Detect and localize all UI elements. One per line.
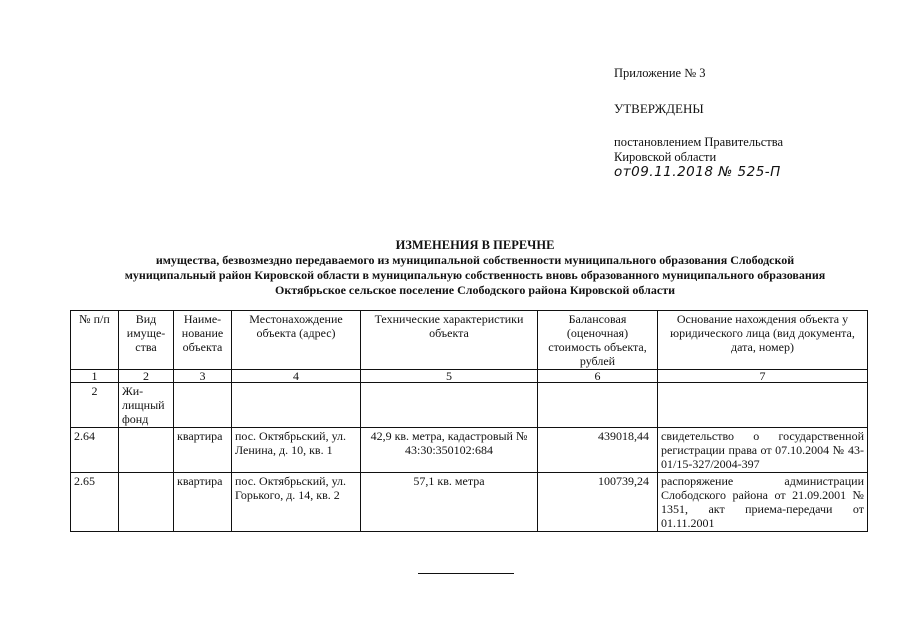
column-number-row <box>71 370 868 383</box>
table-row <box>71 383 868 428</box>
object-name: квартира <box>174 428 232 473</box>
property-kind <box>119 428 174 473</box>
ownership-basis: свидетельство о государственной регистрации права от 07.10.2004 № 43-01/15-327/2004-397 <box>658 428 868 473</box>
technical-specs: 42,9 кв. метра, кадастровый № 43:30:350102:684 <box>361 428 538 473</box>
header-cell: № п/п <box>71 311 119 370</box>
balance-value: 439018,44 <box>538 428 658 473</box>
table-row <box>71 473 868 532</box>
property-table <box>70 310 868 532</box>
column-number: 6 <box>538 370 658 383</box>
object-address: пос. Октябрьский, ул. Ленина, д. 10, кв. 1 <box>232 428 361 473</box>
column-number: 2 <box>119 370 174 383</box>
technical-specs: 57,1 кв. метра <box>361 473 538 532</box>
balance-value <box>538 383 658 428</box>
approved-label: УТВЕРЖДЕНЫ <box>614 101 704 116</box>
column-number: 3 <box>174 370 232 383</box>
table-row <box>71 428 868 473</box>
balance-value: 100739,24 <box>538 473 658 532</box>
header-cell: Балансовая (оценочная) стоимость объекта, рублей <box>538 311 658 370</box>
approval-block <box>614 66 874 180</box>
title-line-3: Октябрьское сельское поселение Слободского района Кировской области <box>275 283 675 297</box>
approval-date-number: от09.11.2018 № 525-П <box>614 164 781 180</box>
document-title <box>80 238 870 298</box>
ownership-basis <box>658 383 868 428</box>
property-kind <box>119 473 174 532</box>
column-number: 1 <box>71 370 119 383</box>
table-header-row <box>71 311 868 370</box>
header-cell: Местонахождение объекта (адрес) <box>232 311 361 370</box>
title-line-1: имущества, безвозмездно передаваемого из муниципальной собственности муниципального образования Слободской <box>155 253 795 267</box>
column-number: 5 <box>361 370 538 383</box>
row-number: 2.65 <box>71 473 119 532</box>
object-address <box>232 383 361 428</box>
object-name <box>174 383 232 428</box>
appendix-number: Приложение № 3 <box>614 66 706 80</box>
header-cell: Наиме-нование объекта <box>174 311 232 370</box>
ownership-basis: распоряжение администрации Слободского района от 21.09.2001 № 1351, акт приема-передачи от 01.11.2001 <box>658 473 868 532</box>
row-number: 2.64 <box>71 428 119 473</box>
header-cell: Основание нахождения объекта у юридического лица (вид документа, дата, номер) <box>658 311 868 370</box>
title-line-2: муниципальный район Кировской области в муниципальную собственность вновь образованного муниципального образования <box>124 268 826 282</box>
header-cell: Вид имуще-ства <box>119 311 174 370</box>
property-kind: Жи-лищный фонд <box>119 383 174 428</box>
title-heading: ИЗМЕНЕНИЯ В ПЕРЕЧНЕ <box>395 238 555 252</box>
header-cell: Технические характеристики объекта <box>361 311 538 370</box>
footer-separator-line <box>418 573 514 574</box>
column-number: 4 <box>232 370 361 383</box>
object-address: пос. Октябрьский, ул. Горького, д. 14, кв. 2 <box>232 473 361 532</box>
row-number: 2 <box>71 383 119 428</box>
approval-region-line: Кировской области <box>614 150 717 164</box>
column-number: 7 <box>658 370 868 383</box>
approval-decree-line: постановлением Правительства <box>614 135 784 149</box>
object-name: квартира <box>174 473 232 532</box>
technical-specs <box>361 383 538 428</box>
